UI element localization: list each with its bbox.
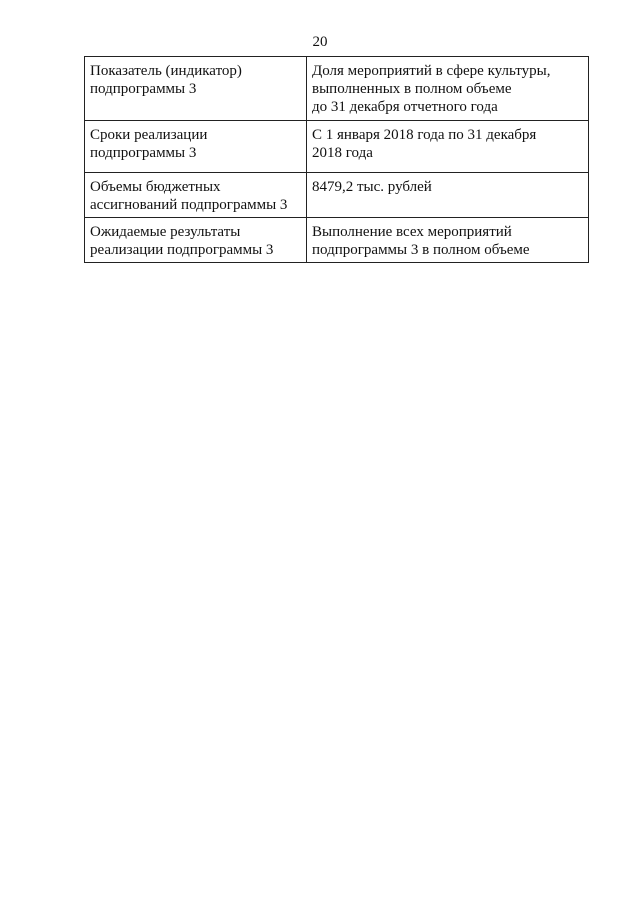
cell-text-line: Доля мероприятий в сфере культуры, (312, 63, 551, 79)
cell-text-line: Показатель (индикатор) (90, 63, 242, 79)
budget-label-cell (85, 173, 307, 218)
cell-text-line: реализации подпрограммы 3 (90, 242, 274, 258)
cell-text-line: выполненных в полном объеме (312, 81, 512, 97)
expected-results-value-cell (307, 218, 589, 263)
cell-text-line: Объемы бюджетных (90, 179, 221, 195)
timeframe-label-cell (85, 121, 307, 173)
indicator-value-cell (307, 57, 589, 121)
table-row-timeframe (85, 121, 589, 173)
page-number: 20 (312, 34, 328, 50)
expected-results-label-cell (85, 218, 307, 263)
cell-text-line: подпрограммы 3 (90, 81, 197, 97)
cell-text-line: 8479,2 тыс. рублей (312, 179, 432, 195)
cell-text-line: Сроки реализации (90, 127, 208, 143)
cell-text-line: ассигнований подпрограммы 3 (90, 197, 288, 213)
cell-text-line: 2018 года (312, 145, 373, 161)
budget-value-cell (307, 173, 589, 218)
cell-text-line: С 1 января 2018 года по 31 декабря (312, 127, 537, 143)
subprogram-passport-table (84, 56, 589, 263)
cell-text-line: Выполнение всех мероприятий (312, 224, 512, 240)
indicator-label-cell (85, 57, 307, 121)
cell-text-line: подпрограммы 3 (90, 145, 197, 161)
cell-text-line: Ожидаемые результаты (90, 224, 241, 240)
cell-text-line: подпрограммы 3 в полном объеме (312, 242, 530, 258)
table-row-expected-results (85, 218, 589, 263)
timeframe-value-cell (307, 121, 589, 173)
table-row-budget (85, 173, 589, 218)
cell-text-line: до 31 декабря отчетного года (312, 99, 498, 115)
table-row-indicator (85, 57, 589, 121)
